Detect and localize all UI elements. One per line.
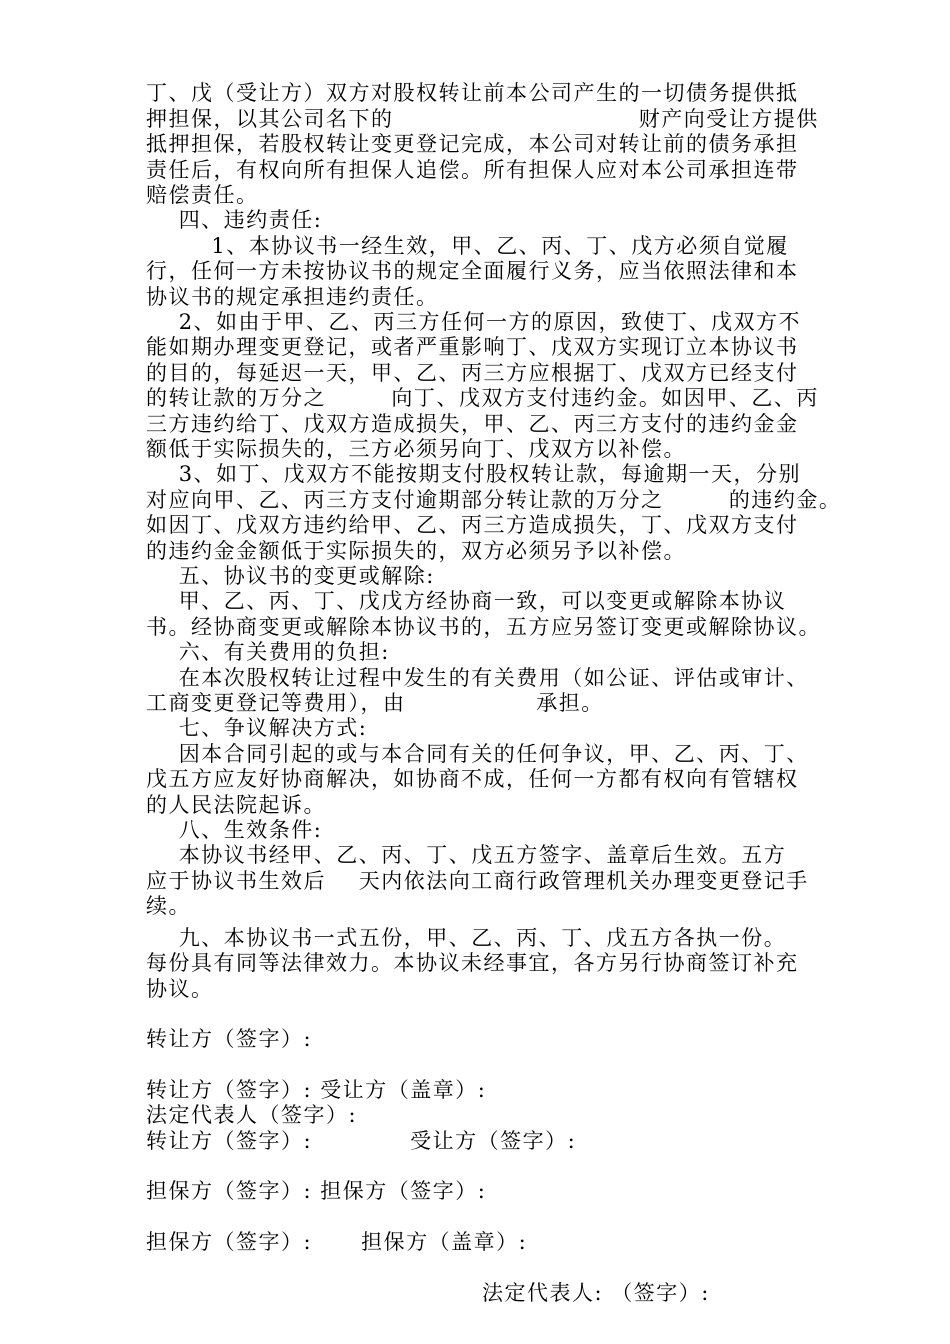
text-line: 押担保，以其公司名下的 财产向受让方提供	[146, 107, 819, 131]
text-line: 3、如丁、戊双方不能按期支付股权转让款，每逾期一天，分别	[146, 462, 802, 486]
text-line: 三方违约给丁、戊双方造成损失，甲、乙、丙三方支付的违约金金	[146, 412, 799, 436]
signature-line: 转让方（签字）: 受让方（签字）:	[146, 1129, 577, 1153]
section-heading: 七、争议解决方式:	[146, 716, 368, 740]
section-heading: 五、协议书的变更或解除:	[146, 564, 435, 588]
section-heading: 四、违约责任:	[146, 208, 323, 232]
text-line: 书。经协商变更或解除本协议书的，五方应另签订变更或解除协议。	[146, 615, 821, 639]
text-line: 因本合同引起的或与本合同有关的任何争议，甲、乙、丙、丁、	[146, 742, 809, 766]
text-line: 工商变更登记等费用），由 承担。	[146, 691, 604, 715]
section-heading: 八、生效条件:	[146, 818, 323, 842]
text-line: 责任后，有权向所有担保人追偿。所有担保人应对本公司承担连带	[146, 158, 799, 182]
text-line: 的人民法院起诉。	[146, 793, 326, 817]
text-line: 丁、戊（受让方）双方对股权转让前本公司产生的一切债务提供抵	[146, 81, 799, 105]
text-line: 九、本协议书一式五份，甲、乙、丙、丁、戊五方各执一份。	[146, 926, 787, 950]
text-line: 如因丁、戊双方违约给甲、乙、丙三方造成损失，丁、戊双方支付	[146, 513, 799, 537]
text-line: 协议书的规定承担违约责任。	[146, 285, 439, 309]
text-line: 甲、乙、丙、丁、戊戊方经协商一致，可以变更或解除本协议	[146, 589, 787, 613]
text-line: 协议。	[146, 977, 214, 1001]
text-line: 2、如由于甲、乙、丙三方任何一方的原因，致使丁、戊双方不	[146, 310, 802, 334]
text-line: 1、本协议书一经生效，甲、乙、丙、丁、戊方必须自觉履	[146, 234, 789, 258]
text-line: 每份具有同等法律效力。本协议未经事宜，各方另行协商签订补充	[146, 951, 799, 975]
text-line: 本协议书经甲、乙、丙、丁、戊五方签字、盖章后生效。五方	[146, 843, 787, 867]
text-line: 能如期办理变更登记，或者严重影响丁、戊双方实现订立本协议书	[146, 335, 799, 359]
text-line: 应于协议书生效后 天内依法向工商行政管理机关办理变更登记手	[146, 869, 809, 893]
text-line: 额低于实际损失的，三方必须另向丁、戊双方以补偿。	[146, 437, 686, 461]
text-line: 戊五方应友好协商解决，如协商不成，任何一方都有权向有管辖权	[146, 767, 799, 791]
signature-line: 法定代表人: （签字）:	[482, 1281, 710, 1305]
text-line: 抵押担保，若股权转让变更登记完成，本公司对转让前的债务承担	[146, 132, 799, 156]
signature-line: 转让方（签字）: 受让方（盖章）:	[146, 1078, 487, 1102]
text-line: 的转让款的万分之 向丁、戊双方支付违约金。如因甲、乙、丙	[146, 386, 819, 410]
text-line: 的目的，每延迟一天，甲、乙、丙三方应根据丁、戊双方已经支付	[146, 361, 799, 385]
signature-line: 担保方（签字）: 担保方（签字）:	[146, 1179, 487, 1203]
text-line: 的违约金金额低于实际损失的，双方必须另予以补偿。	[146, 539, 686, 563]
text-line: 对应向甲、乙、丙三方支付逾期部分转让款的万分之 的违约金。	[146, 488, 842, 512]
signature-line: 法定代表人（签字）:	[146, 1103, 358, 1127]
signature-line: 转让方（签字）:	[146, 1027, 313, 1051]
text-line: 在本次股权转让过程中发生的有关费用（如公证、评估或审计、	[146, 666, 809, 690]
signature-line: 担保方（签字）: 担保方（盖章）:	[146, 1230, 528, 1254]
text-line: 续。	[146, 894, 191, 918]
text-line: 赔偿责任。	[146, 183, 259, 207]
text-line: 行，任何一方未按协议书的规定全面履行义务，应当依照法律和本	[146, 259, 799, 283]
section-heading: 六、有关费用的负担:	[146, 640, 390, 664]
